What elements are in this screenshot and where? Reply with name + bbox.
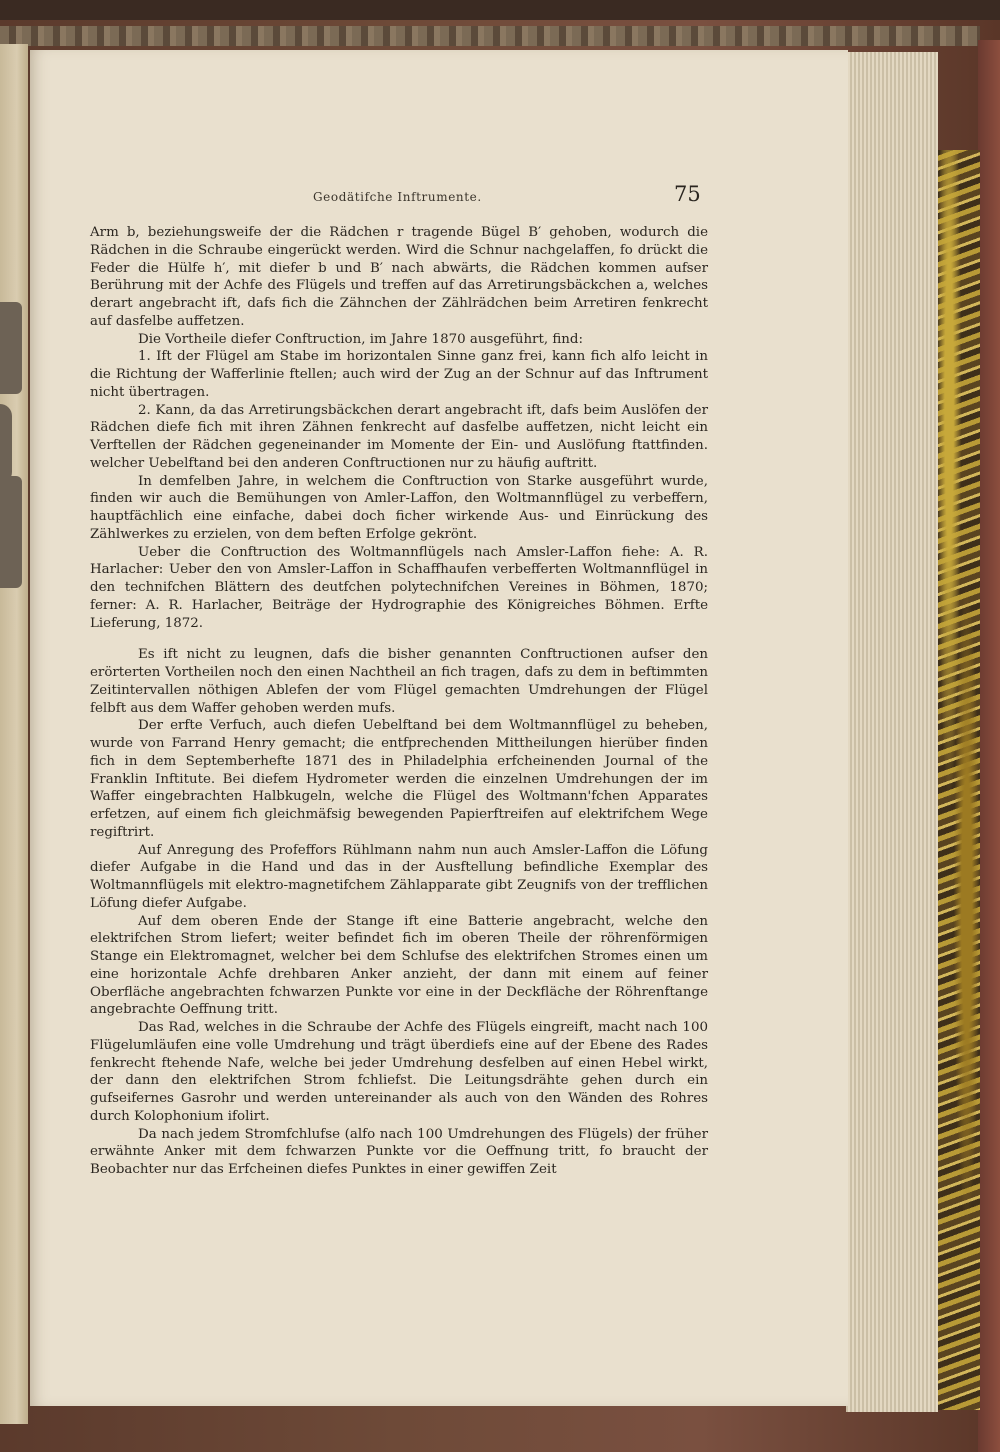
paragraph: Auf Anregung des Profeffors Rühlmann nahm nun auch Amsler-Laffon die Löfung diefer Aufgabe in die Hand und das in der Ausftellung befindliche Exemplar des Woltmannflügels mit elektro-magnetifchem Zählapparate gibt Zeugnifs von der trefflichen Löfung diefer Aufgabe.: [90, 842, 708, 911]
left-page-illustration-fragment: [0, 404, 12, 484]
paragraph: Auf dem oberen Ende der Stange ift eine Batterie angebracht, welche den elektrifchen Strom liefert; weiter befindet fich im oberen Theile der röhrenförmigen Stange ein Elektromagnet, welcher bei dem Schlufse des elektrifchen Stromes einen um eine horizontale Achfe drehbaren Anker anzieht, der dann mit einem auf feiner Oberfläche angebrachten fchwarzen Punkte vor eine in der Deckfläche der Röhrenftange angebrachte Oeffnung tritt.: [90, 913, 708, 1018]
left-page-edge: [0, 44, 28, 1424]
paragraph: Das Rad, welches in die Schraube der Achfe des Flügels eingreift, macht nach 100 Flügelumläufen eine volle Umdrehung und trägt überdiefs eine auf der Ebene des Rades fenkrecht ftehende Nafe, welche bei jeder Umdrehung desfelben auf einen Hebel wirkt, der dann den elektrifchen Strom fchliefst. Die Leitungsdrähte gehen durch ein gufseifernes Gasrohr und werden untereinander als auch von den Wänden des Rohres durch Kolophonium ifolirt.: [90, 1020, 708, 1124]
paragraph: Ueber die Conftruction des Woltmannflügels nach Amsler-Laffon fiehe: A. R. Harlacher: Ueber den von Amsler-Laffon in Schaffhaufen verbefferten Woltmannflügel in den technifchen Blättern des deutfchen polytechnifchen Vereines in Böhmen, 1870; ferner: A. R. Harlacher, Beiträge der Hydrographie des Königreiches Böhmen. Erfte Lieferung, 1872.: [90, 544, 708, 631]
binding-top-band: [0, 26, 980, 46]
marbled-endpaper: [936, 150, 980, 1410]
cover-edge: [978, 40, 1000, 1452]
page-number: 75: [674, 182, 701, 206]
paragraph: Der erfte Verfuch, auch diefen Uebelftand bei dem Woltmannflügel zu beheben, wurde von Farrand Henry gemacht; die entfprechenden Mittheilungen hierüber finden fich in dem Septemberhefte 1871 des in Philadelphia erfcheinenden Journal of the Franklin Inftitute. Bei diefem Hydrometer werden die einzelnen Umdrehungen der im Waffer eingebrachten Halbkugeln, welche die Flügel des Woltmann'fchen Apparates erfetzen, auf einem fich gleichmäfsig bewegenden Papierftreifen auf elektrifchem Wege regiftrirt.: [90, 718, 708, 840]
running-head: [30, 182, 848, 218]
left-page-illustration-fragment: [0, 476, 22, 588]
section-gap: [90, 632, 708, 646]
body-text: [90, 224, 708, 1179]
book-page: [30, 50, 848, 1406]
paragraph: Arm b, beziehungsweife der die Rädchen r tragende Bügel B′ gehoben, wodurch die Rädchen in die Schraube eingerückt werden. Wird die Schnur nachgelaffen, fo drückt die Feder die Hülfe h′, mit diefer b und B′ nach abwärts, die Rädchen kommen aufser Berührung mit der Achfe des Flügels und treffen auf das Arretirungsbäckchen a, welches derart angebracht ift, dafs fich die Zähnchen der Zählrädchen beim Arretiren fenkrecht auf dasfelbe auffetzen.: [90, 225, 708, 329]
paragraph: In demfelben Jahre, in welchem die Conftruction von Starke ausgeführt wurde, finden wir auch die Bemühungen von Amler-Laffon, den Woltmannflügel zu verbeffern, hauptfächlich eine einfache, dabei doch ficher wirkende Aus- und Einrückung des Zählwerkes zu erzielen, von dem beften Erfolge gekrönt.: [90, 473, 708, 542]
paragraph: Die Vortheile diefer Conftruction, im Jahre 1870 ausgeführt, find:: [138, 331, 583, 347]
paragraph: Da nach jedem Stromfchlufse (alfo nach 100 Umdrehungen des Flügels) der früher erwähnte Anker mit dem fchwarzen Punkte vor die Oeffnung tritt, fo braucht der Beobachter nur das Erfcheinen diefes Punktes in einer gewiffen Zeit: [90, 1126, 708, 1177]
running-head-title: Geodätifche Inftrumente.: [313, 190, 482, 204]
left-page-illustration-fragment: [0, 302, 22, 394]
paragraph: 1. Ift der Flügel am Stabe im horizontalen Sinne ganz frei, kann fich alfo leicht in die Richtung der Wafferlinie ftellen; auch wird der Zug an der Schnur auf das Inftrument nicht übertragen.: [90, 349, 708, 400]
paragraph: 2. Kann, da das Arretirungsbäckchen derart angebracht ift, dafs beim Auslöfen der Rädchen diefe fich mit ihren Zähnen fenkrecht auf dasfelbe auffetzen, nicht leicht ein Verftellen der Rädchen gegeneinander im Momente der Ein- und Auslöfung ftattfinden. welcher Uebelftand bei den anderen Conftructionen nur zu häufig auftritt.: [90, 402, 708, 471]
paragraph: Es ift nicht zu leugnen, dafs die bisher genannten Conftructionen aufser den erörterten Vortheilen noch den einen Nachtheil an fich tragen, dafs zu dem in beftimmten Zeitintervallen nöthigen Ablefen der vom Flügel gemachten Umdrehungen der Flügel felbft aus dem Waffer gehoben werden mufs.: [90, 647, 708, 716]
page-stack-edge: [846, 52, 938, 1412]
